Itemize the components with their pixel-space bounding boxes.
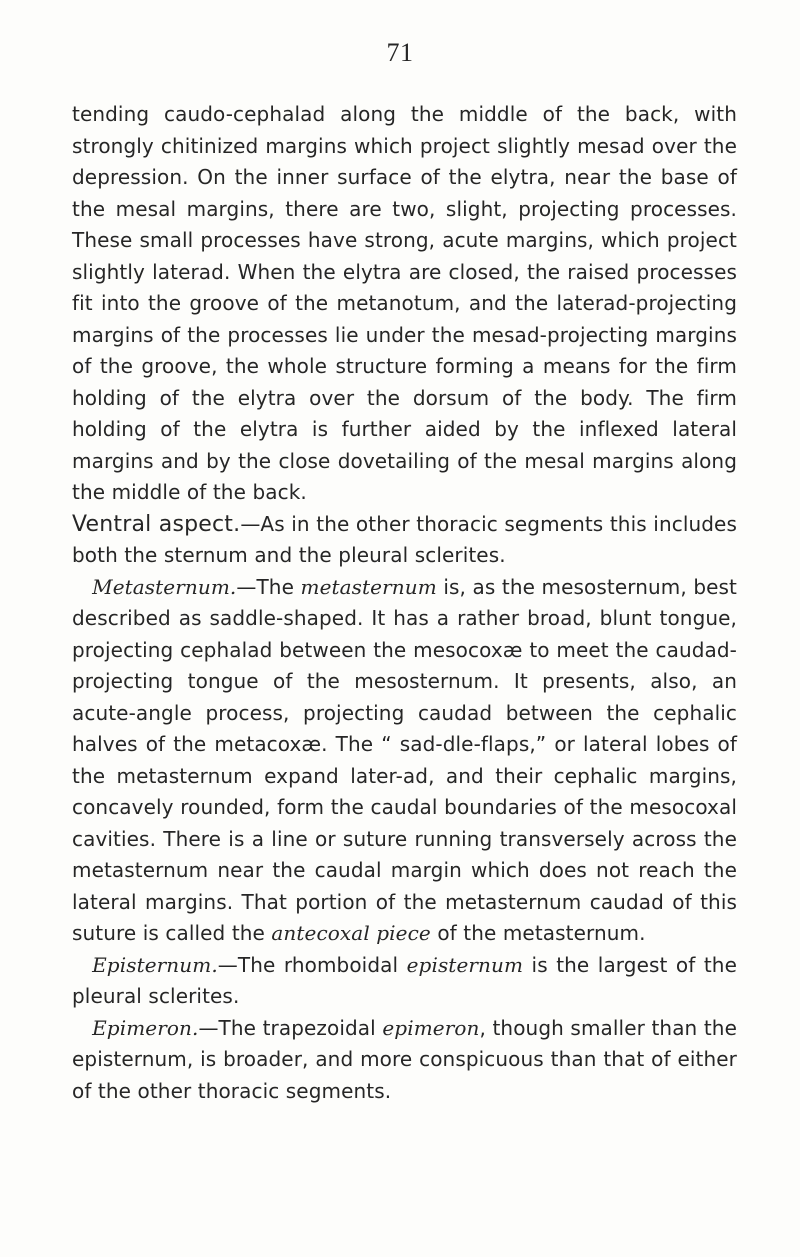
metasternum-text-b: is, as the mesosternum, best described as saddle-shaped. It has a rather broad, blunt tongue, projecting cephalad between the mesocoxæ to meet the caudad-projecting tongue of the mesosternum. It presents, also, an acute-angle process, projecting caudad between the cephalic halves of the metacoxæ. The “ sad-dle-flaps,” or lateral lobes of the metasternum expand later-ad, and their cephalic margins, concavely rounded, form the caudal boundaries of the mesocoxal cavities. There is a line or suture running transversely across the metasternum near the caudal margin which does not reach the lateral margins. That portion of the metasternum caudad of this suture is called the (72, 574, 737, 945)
page-number: 71 (386, 38, 414, 67)
episternum-text-a: —The rhomboidal (217, 952, 407, 977)
paragraph-dorsal-continuation: tending caudo-cephalad along the middle of the back, with strongly chitinized margins which project slightly mesad over the depression. On the inner surface of the elytra, near the base of the mesal margins, there are two, slight, projecting processes. These small processes have strong, acute margins, which project slightly laterad. When the elytra are closed, the raised processes fit into the groove of the metanotum, and the laterad-projecting margins of the processes lie under the mesad-projecting margins of the groove, the whole structure forming a means for the firm holding of the elytra over the dorsum of the body. The firm holding of the elytra is further aided by the inflexed lateral margins and by the close dovetailing of the mesal margins along the middle of the back. (72, 102, 737, 504)
body-text (72, 99, 737, 1107)
term-metasternum: metasternum (300, 574, 437, 599)
ventral-aspect-text: —As in the other thoracic segments this includes both the sternum and the pleural sclerites. (72, 511, 737, 567)
paragraph-episternum (72, 950, 737, 1013)
metasternum-text-a: —The (236, 574, 301, 599)
subheading-metasternum: Metasternum. (92, 574, 237, 599)
epimeron-text-b: , though smaller than the episternum, is broader, and more conspicuous than that of either of the other thoracic segments. (72, 1015, 737, 1103)
paragraph-ventral-aspect (72, 509, 737, 572)
episternum-text-b: is the largest of the pleural sclerites. (72, 952, 737, 1008)
paragraph-metasternum (72, 572, 737, 950)
term-epimeron: epimeron (382, 1015, 480, 1040)
metasternum-text-c: of the metasternum. (430, 921, 646, 945)
paragraph-epimeron (72, 1013, 737, 1108)
epimeron-text-a: —The trapezoidal (198, 1015, 383, 1040)
subheading-epimeron: Epimeron. (92, 1015, 199, 1040)
term-antecoxal-piece: antecoxal piece (271, 921, 431, 945)
section-heading-ventral-aspect: Ventral aspect. (72, 511, 241, 537)
subheading-episternum: Episternum. (92, 952, 218, 977)
term-episternum: episternum (406, 952, 524, 977)
